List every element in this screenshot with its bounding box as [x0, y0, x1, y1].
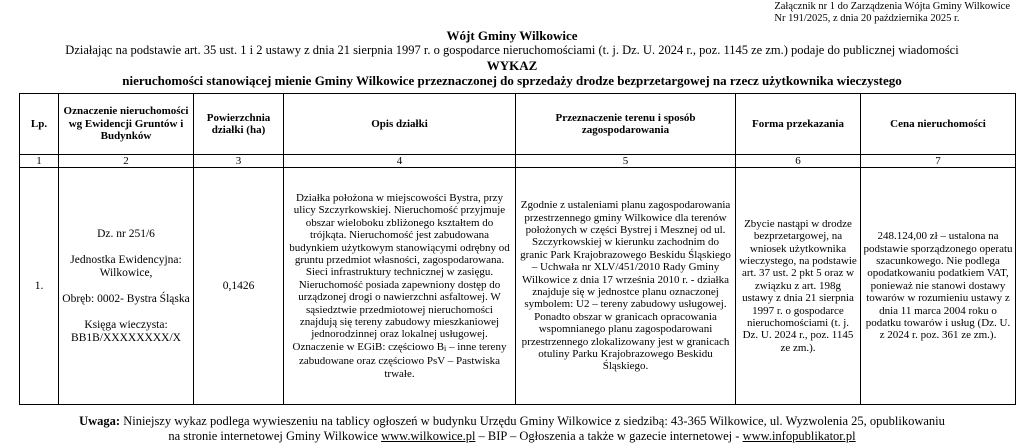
- note-text-2: na stronie internetowej Gminy Wilkowice: [168, 429, 382, 443]
- column-number: 1: [20, 155, 59, 168]
- column-header-description: Opis działki: [284, 94, 516, 155]
- unit-label: Jednostka Ewidencyjna:: [70, 253, 182, 266]
- plot-number: Dz. nr 251/6: [97, 227, 155, 240]
- column-number: 7: [861, 155, 1016, 168]
- attachment-line-2: Nr 191/2025, z dnia 20 października 2025 r.: [774, 13, 960, 24]
- price-cell: 248.124,00 zł – ustalona na podstawie sporządzonego operatu szacunkowego. Nie podlega opodatkowaniu podatkiem VAT, ponieważ nie stanowi dostawy towarów w rozumieniu ustawy z dnia 11 marca 2004 roku o podatku towarów i usług (Dz. U. z 2024 r. poz. 361 ze zm.).: [861, 168, 1016, 405]
- column-header-designation: Oznaczenie nieruchomości wg Ewidencji Gruntów i Budynków: [59, 94, 194, 155]
- table-header-row: [20, 94, 1016, 155]
- land-register-label: Księga wieczysta:: [84, 318, 168, 331]
- description-subscript: i: [444, 343, 447, 353]
- attachment-header: [774, 1, 1010, 25]
- purpose-cell: Zgodnie z ustaleniami planu zagospodarowania przestrzennego gminy Wilkowice dla terenów położonych w części Bystrej i Mesznej od ul. Szczyrkowskiej w kierunku zachodnim do granic Park Krajobrazowego Beskidu Śląskiego – Uchwała nr XLV/451/2010 Rady Gminy Wilkowice z dnia 17 września 2010 r. - działka znajduje się w jednostce planu oznaczonej symbolem: U2 – tereny zabudowy usługowej. Ponadto obszar w granicach opracowania wspomnianego planu zagospodarowani przestrzennego zlokalizowany jest w granicach otuliny Parku Krajobrazowego Beskidu Śląskiego.: [516, 168, 736, 405]
- note-label: Uwaga:: [79, 414, 121, 428]
- precinct: Obręb: 0002- Bystra Śląska: [62, 292, 190, 305]
- property-table: [19, 93, 1016, 405]
- table-row: [20, 168, 1016, 405]
- column-number: 6: [736, 155, 861, 168]
- description-end: – inne tereny zabudowane oraz częściowo PsV – Pastwiska trwałe.: [298, 340, 507, 380]
- column-header-lp: Lp.: [20, 94, 59, 155]
- infopublikator-link[interactable]: www.infopublikator.pl: [742, 429, 856, 443]
- note-text-3: – BIP – Ogłoszenia a także w gazecie internetowej -: [475, 429, 743, 443]
- column-header-area: Powierzchnia działki (ha): [194, 94, 284, 155]
- area-cell: 0,1426: [194, 168, 284, 405]
- document-title: WYKAZ: [486, 58, 538, 73]
- column-number-row: [20, 155, 1016, 168]
- document-subtitle: nieruchomości stanowiącej mienie Gminy Wilkowice przeznaczonej do sprzedaży drodze bezprzetargowej na rzecz użytkownika wieczystego: [122, 73, 902, 88]
- attachment-line-1: Załącznik nr 1 do Zarządzenia Wójta Gminy Wilkowice: [774, 1, 1010, 12]
- wilkowice-link[interactable]: www.wilkowice.pl: [381, 429, 476, 443]
- column-number: 3: [194, 155, 284, 168]
- authority-heading: Wójt Gminy Wilkowice: [446, 28, 578, 43]
- description-cell: [284, 168, 516, 405]
- column-header-price: Cena nieruchomości: [861, 94, 1016, 155]
- unit-value: Wilkowice,: [99, 266, 153, 279]
- note-footer: [0, 414, 1024, 444]
- row-lp: 1.: [20, 168, 59, 405]
- column-number: 2: [59, 155, 194, 168]
- description-main: Działka położona w miejscowości Bystra, przy ulicy Szczyrkowskiej. Nieruchomość przyjmuje obszar wieloboku zbliżonego kształtem do trójkąta. Nieruchomość jest zabudowana budynkiem użytkowym stanowiącymi odrębny od gruntu przedmiot własności, zagospodarowana. Sieci infrastruktury technicznej w zasięgu. Nieruchomość posiada zapewniony dostęp do urządzonej drogi o nawierzchni asfaltowej. W sąsiedztwie przedmiotowej nieruchomości znajdują się tereny zabudowy mieszkaniowej jednorodzinnej oraz lokalnej usługowej. Oznaczenie w EGiB: częściowo B: [289, 191, 510, 353]
- column-number: 5: [516, 155, 736, 168]
- column-header-form: Forma przekazania: [736, 94, 861, 155]
- column-number: 4: [284, 155, 516, 168]
- transfer-form-cell: Zbycie nastąpi w drodze bezprzetargowej, na wniosek użytkownika wieczystego, na podstawie art. 37 ust. 2 pkt 5 oraz w związku z art. 198g ustawy z dnia 21 sierpnia 1997 r. o gospodarce nieruchomościami (t. j. Dz. U. 2024 r., poz. 1145 ze zm.).: [736, 168, 861, 405]
- intro-text: Działając na podstawie art. 35 ust. 1 i 2 ustawy z dnia 21 sierpnia 1997 r. o gospodarce nieruchomościami (t. j. Dz. U. 2024 r., poz. 1145 ze zm.) podaje do publicznej wiadomości: [65, 43, 959, 57]
- plot-designation-cell: [59, 168, 194, 405]
- note-text-1: Niniejszy wykaz podlega wywieszeniu na tablicy ogłoszeń w budynku Urzędu Gminy Wilkowice z siedzibą: 43-365 Wilkowice, ul. Wyzwolenia 25, opublikowaniu: [120, 414, 945, 428]
- column-header-purpose: Przeznaczenie terenu i sposób zagospodarowania: [516, 94, 736, 155]
- land-register-value: BB1B/XXXXXXXX/X: [71, 331, 181, 344]
